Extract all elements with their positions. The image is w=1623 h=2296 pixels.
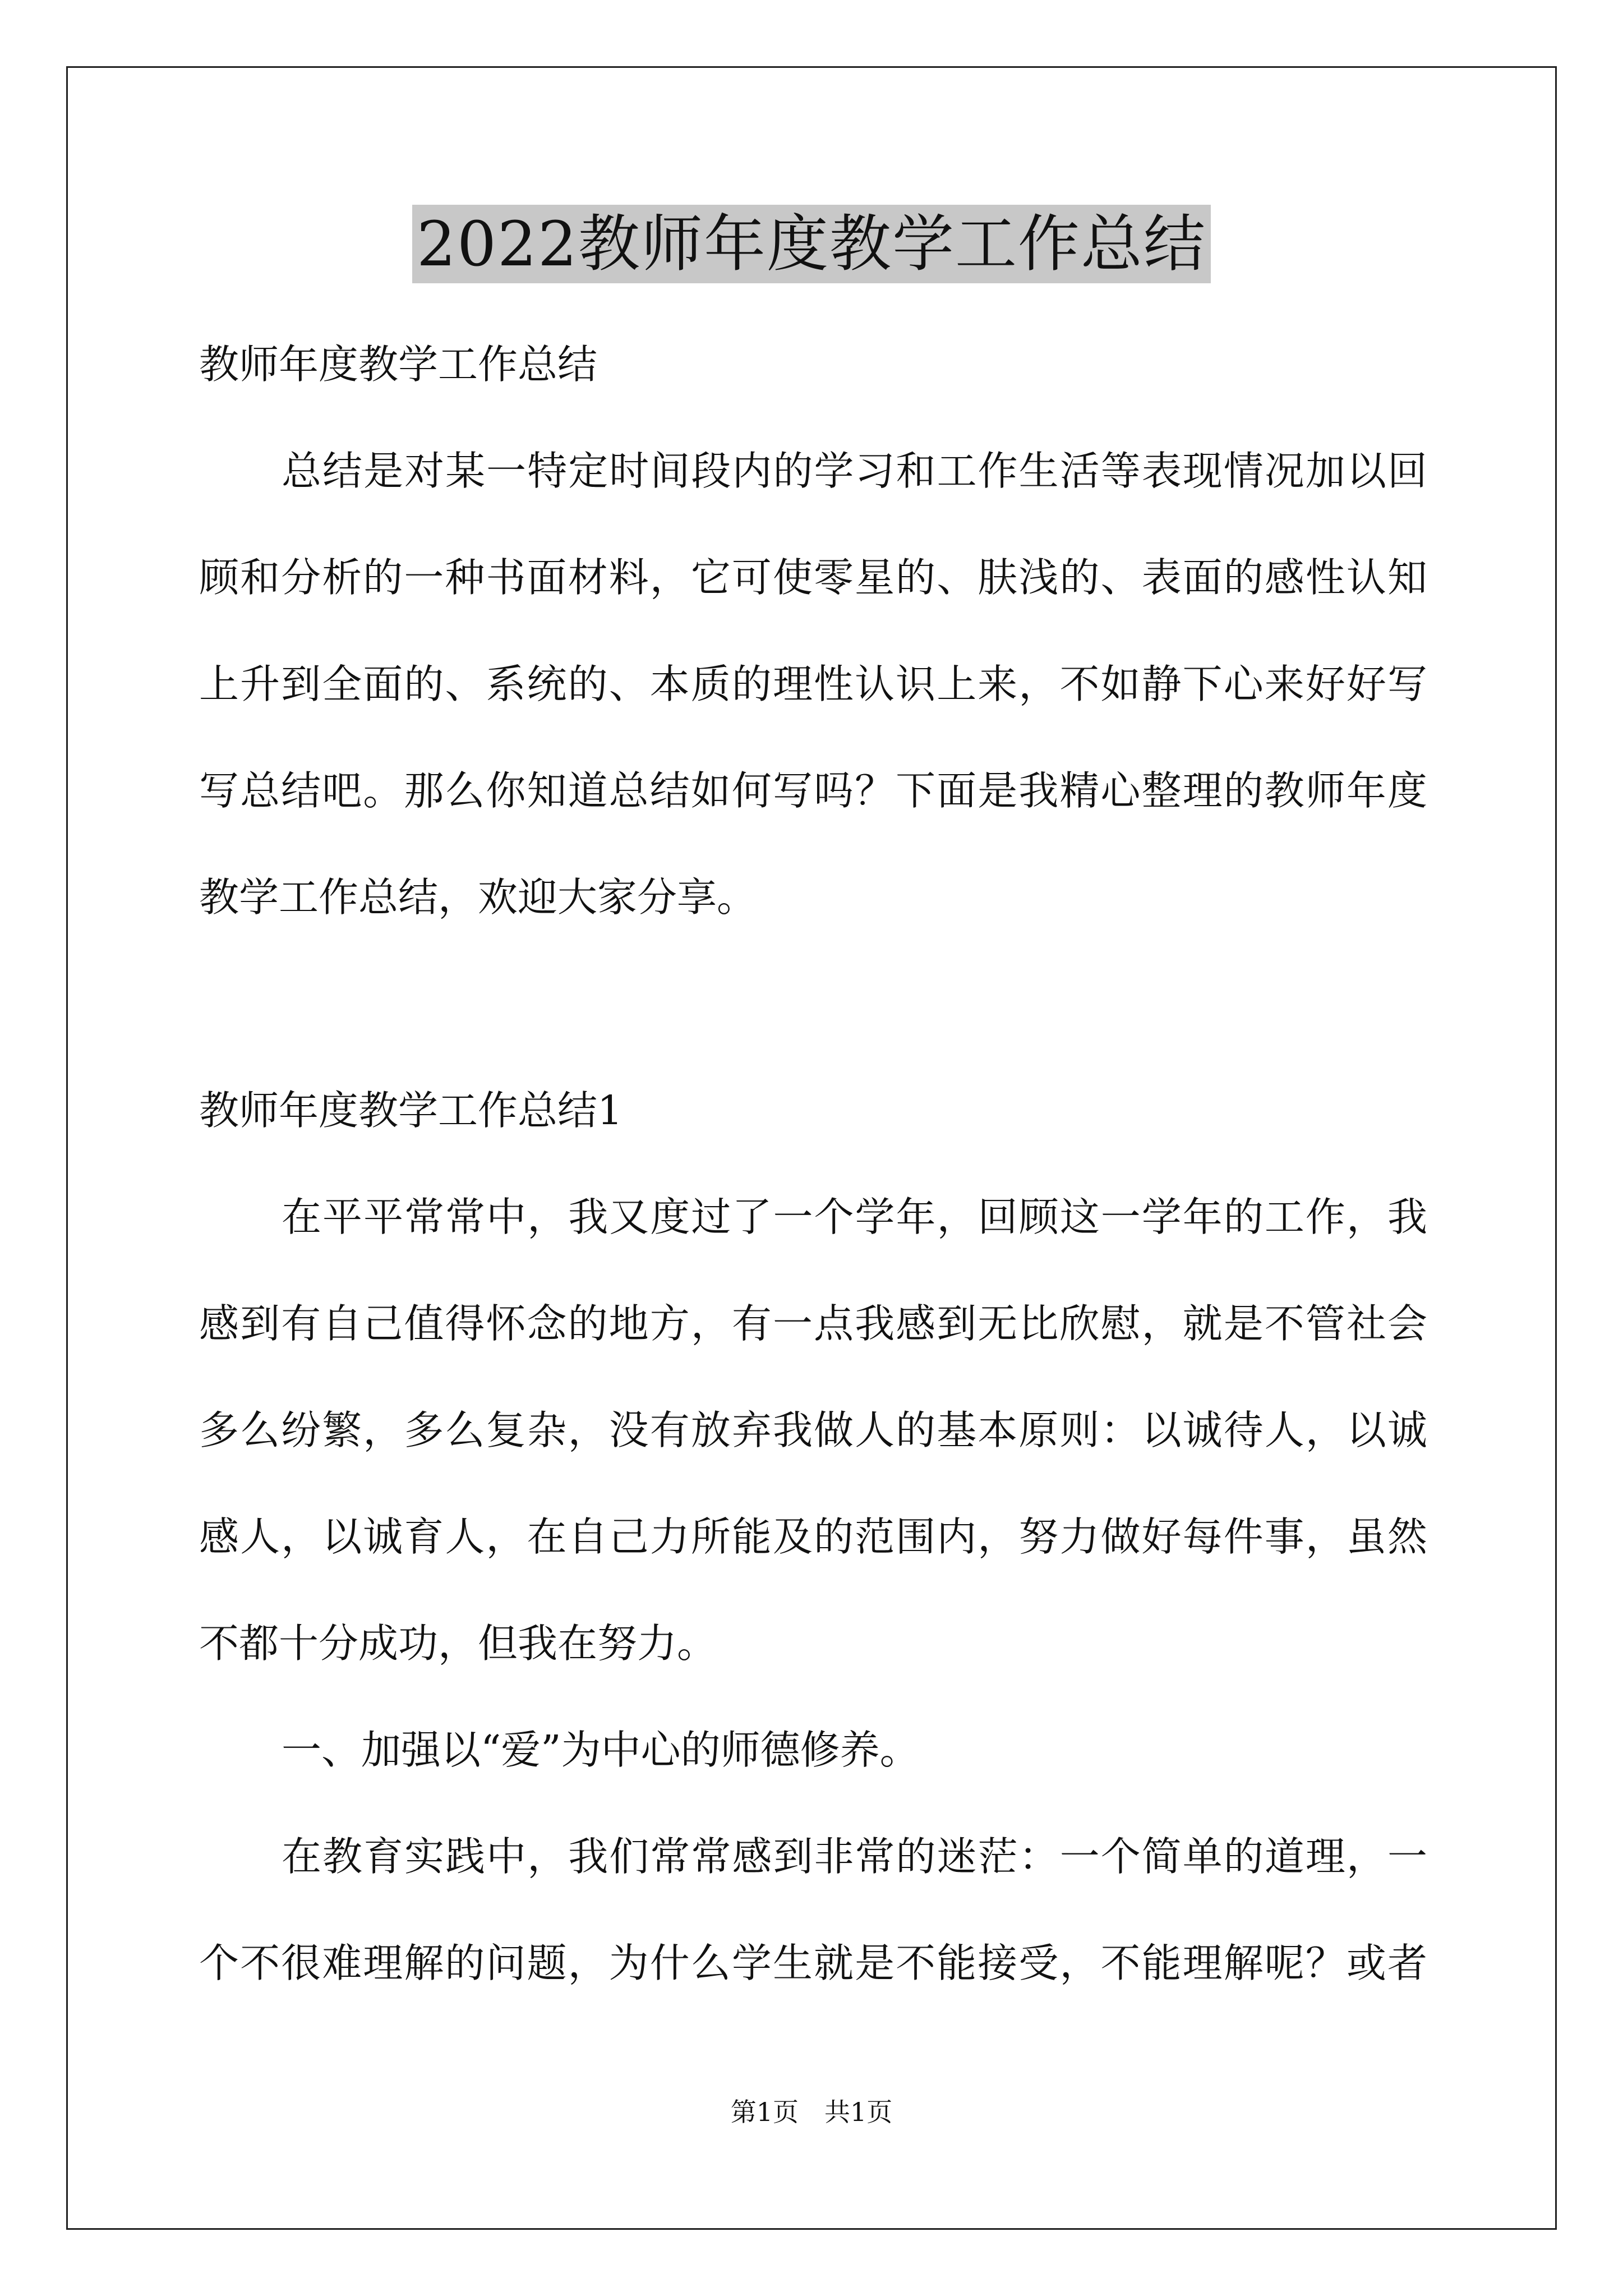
section-heading: 教师年度教学工作总结1 [199,1087,623,1134]
point-heading: 一、加强以“爱”为中心的师德修养。 [282,1727,920,1773]
intro-line: 写总结吧。那么你知道总结如何写吗？下面是我精心整理的教师年度 [199,767,1427,814]
paragraph-line: 在平平常常中，我又度过了一个学年，回顾这一学年的工作，我 [282,1194,1427,1240]
intro-paragraph [199,418,1427,951]
intro-line: 顾和分析的一种书面材料，它可使零星的、肤浅的、表面的感性认知 [199,554,1427,601]
document-title: 2022教师年度教学工作总结 [412,205,1211,283]
section-paragraph-1 [199,1164,1427,1697]
paragraph-line: 感人，以诚育人，在自己力所能及的范围内，努力做好每件事，虽然 [199,1513,1427,1560]
paragraph-gap [199,951,1427,1057]
document-body [199,311,1427,2017]
intro-line: 上升到全面的、系统的、本质的理性认识上来，不如静下心来好好写 [199,661,1427,707]
intro-line: 总结是对某一特定时间段内的学习和工作生活等表现情况加以回 [282,448,1427,494]
paragraph-line: 感到有自己值得怀念的地方，有一点我感到无比欣慰，就是不管社会 [199,1300,1427,1347]
document-subtitle: 教师年度教学工作总结 [199,341,598,388]
title-area [0,205,1623,283]
intro-line: 教学工作总结，欢迎大家分享。 [199,874,757,921]
paragraph-line: 不都十分成功，但我在努力。 [199,1620,717,1667]
page-footer: 第1页 共1页 [730,2097,893,2127]
section-paragraph-2 [199,1803,1427,2017]
paragraph-line: 在教育实践中，我们常常感到非常的迷茫：一个简单的道理，一 [282,1833,1427,1880]
paragraph-line: 个不很难理解的问题，为什么学生就是不能接受，不能理解呢？或者 [199,1940,1427,1986]
paragraph-line: 多么纷繁，多么复杂，没有放弃我做人的基本原则：以诚待人，以诚 [199,1407,1427,1453]
